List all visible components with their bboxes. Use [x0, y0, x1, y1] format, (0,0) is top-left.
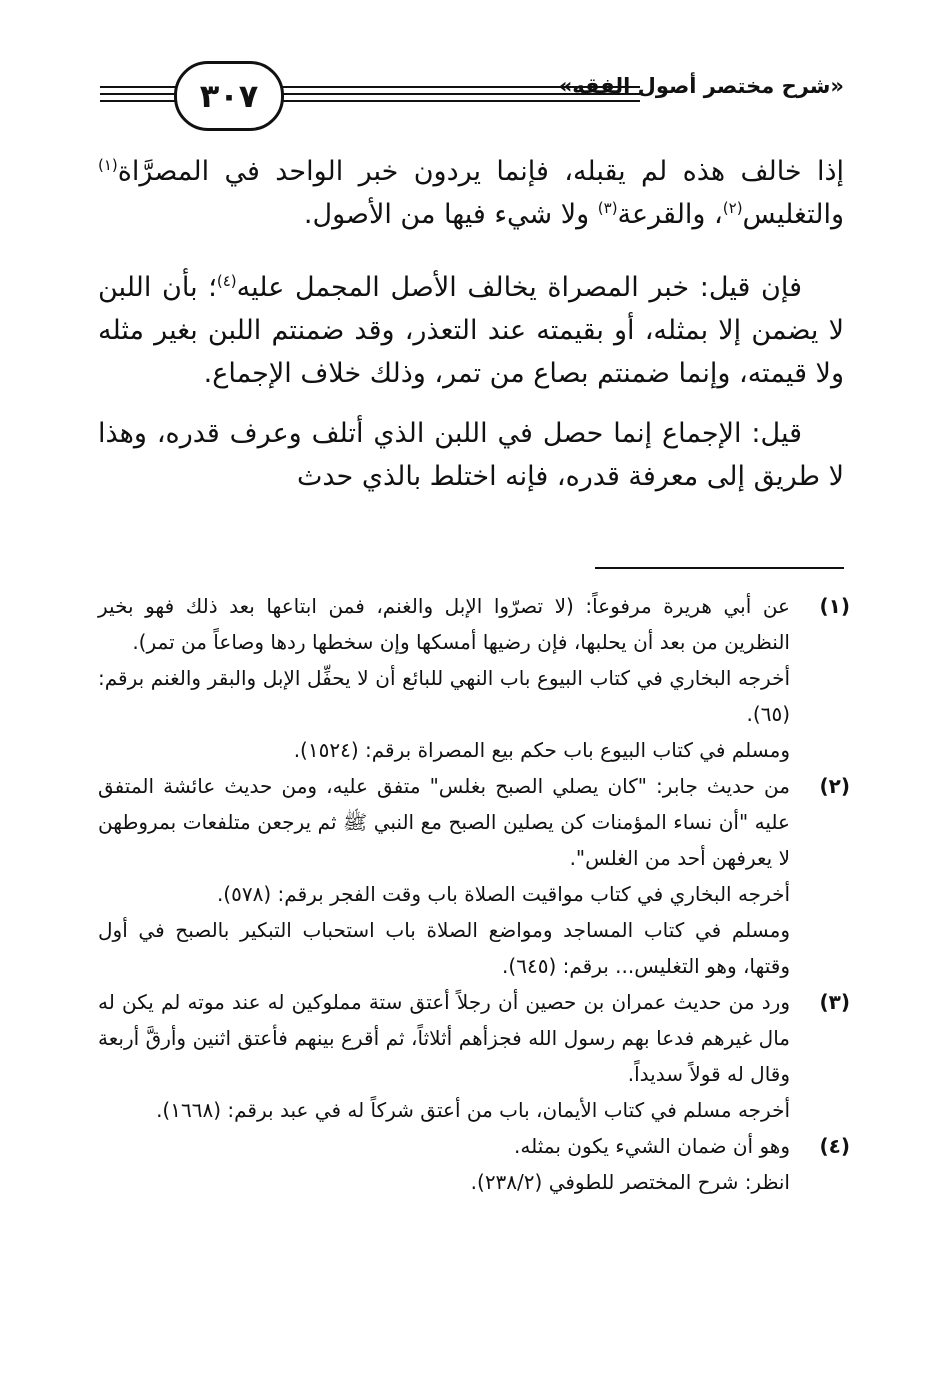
footnote	[98, 588, 850, 768]
footnote-line: أخرجه البخاري في كتاب البيوع باب النهي للبائع أن لا يحفِّل الإبل والبقر والغنم برقم: (٦٥).	[98, 666, 790, 726]
paragraph: قيل: الإجماع إنما حصل في اللبن الذي أتلف وعرف قدره، وهذا لا طريق إلى معرفة قدره، فإنه اختلط بالذي حدث	[98, 418, 844, 492]
text-span: فإن قيل: خبر المصراة يخالف الأصل المجمل عليه	[236, 272, 802, 303]
main-text	[98, 150, 844, 498]
footnote-ref: (١)	[98, 156, 118, 174]
footnote-ref: (٢)	[722, 199, 743, 217]
footnote-number: (٣)	[819, 990, 850, 1014]
footnote	[98, 984, 850, 1128]
footnote-ref: (٤)	[216, 272, 237, 290]
footnote-line: ومسلم في كتاب البيوع باب حكم بيع المصراة برقم: (١٥٢٤).	[293, 738, 790, 762]
footnote-number: (١)	[819, 594, 850, 618]
text-span: إذا خالف هذه لم يقبله، فإنما يردون خبر الواحد في المصرَّاة	[117, 156, 844, 187]
divider	[100, 93, 178, 95]
divider	[100, 100, 178, 102]
footnote-number: (٢)	[819, 774, 850, 798]
footnote-line: من حديث جابر: "كان يصلي الصبح بغلس" متفق عليه، ومن حديث عائشة المتفق عليه "أن نساء المؤمنات كن يصلين الصبح مع النبي ﷺ ثم يرجعن متلفعات بمروطهن لا يعرفهن أحد من الغلس".	[98, 774, 790, 870]
text-span: ، والقرعة	[617, 199, 723, 230]
footnote-line: عن أبي هريرة مرفوعاً: (لا تصرّوا الإبل والغنم، فمن ابتاعها بعد ذلك فهو بخير النظرين من بعد أن يحلبها، فإن رضيها أمسكها وإن سخطها ردها وصاعاً من تمر).	[98, 594, 790, 654]
footnote-line: ورد من حديث عمران بن حصين أن رجلاً أعتق ستة مملوكين له عند موته لم يكن له مال غيرهم فدعا بهم رسول الله فجزأهم أثلاثاً، ثم أقرع بينهم فأعتق اثنين وأرقَّ أربعة وقال له قولاً سديداً.	[98, 990, 790, 1086]
divider	[100, 86, 178, 88]
divider	[275, 100, 640, 102]
running-title: «شرح مختصر أصول الفقه»	[558, 74, 844, 98]
page-header	[100, 60, 844, 130]
footnote-line: وهو أن ضمان الشيء يكون بمثله.	[514, 1134, 790, 1158]
text-span: والتغليس	[742, 199, 844, 230]
footnote-number: (٤)	[819, 1134, 850, 1158]
footnote-ref: (٣)	[597, 199, 618, 217]
footnote-line: ومسلم في كتاب المساجد ومواضع الصلاة باب استحباب التبكير بالصبح في أول وقتها، وهو التغليس... برقم: (٦٤٥).	[98, 918, 790, 978]
page-number: ٣٠٧	[174, 61, 284, 131]
footnote	[98, 768, 850, 984]
footnote-line: أخرجه البخاري في كتاب مواقيت الصلاة باب وقت الفجر برقم: (٥٧٨).	[216, 882, 790, 906]
footnote	[98, 1128, 850, 1200]
footnote-line: أخرجه مسلم في كتاب الأيمان، باب من أعتق شركاً له في عبد برقم: (١٦٦٨).	[156, 1098, 790, 1122]
footnote-separator	[595, 567, 844, 569]
text-span: ولا شيء فيها من الأصول.	[303, 199, 598, 230]
paragraph	[98, 150, 844, 250]
text-span: ؛ بأن اللبن لا يضمن إلا بمثله، أو بقيمته عند التعذر، وقد ضمنتم اللبن بغير مثله ولا قيمته، وإنما ضمنتم بصاع من تمر، وذلك خلاف الإجماع.	[98, 272, 844, 389]
footnotes	[98, 588, 850, 1200]
paragraph	[98, 266, 844, 396]
footnote-line: انظر: شرح المختصر للطوفي (٢٣٨/٢).	[470, 1170, 790, 1194]
